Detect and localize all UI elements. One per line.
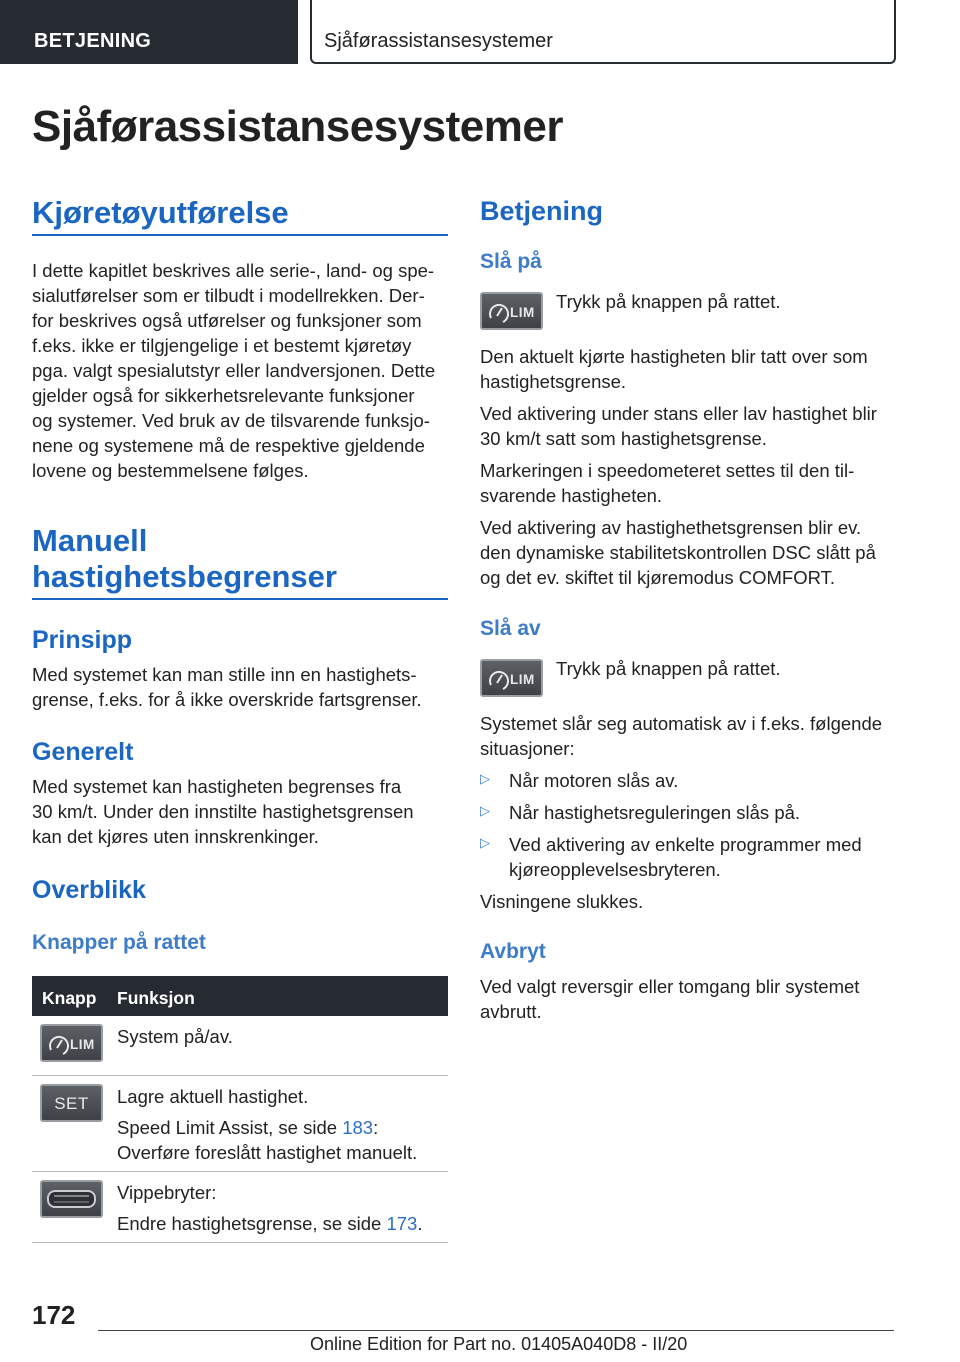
page-link-183[interactable]: 183 [342, 1117, 374, 1138]
para-on-8: den dynamiske stabilitetskontrollen DSC slått på [480, 542, 876, 563]
heading-rule [32, 598, 448, 600]
table-cell-function-ref: Endre hastighetsgrense, se side 173. [117, 1213, 423, 1234]
lim-button-icon: LIM [480, 292, 543, 330]
heading-steering-buttons: Knapper på rattet [32, 931, 206, 954]
heading-manual-limiter-2: hastighetsbegrenser [32, 559, 337, 594]
para-vehicle-2: sialutførelser som er tilbudt i modellrekken. Der- [32, 285, 425, 306]
para-on-9: og det ev. skiftet til kjøremodus COMFORT. [480, 567, 836, 588]
heading-vehicle-version: Kjøretøyutførelse [32, 195, 289, 230]
para-on-6: svarende hastigheten. [480, 485, 663, 506]
lim-button-icon: LIM [480, 659, 543, 697]
footer-rule [98, 1330, 894, 1331]
list-item-continued: kjøreopplevelsesbryteren. [509, 859, 721, 880]
header-section-label: BETJENING [34, 30, 152, 52]
rocker-switch-icon [40, 1180, 103, 1218]
para-general-1: Med systemet kan hastigheten begrenses fra [32, 776, 402, 797]
table-row-divider [32, 1075, 448, 1076]
para-on-2: hastighetsgrense. [480, 371, 627, 392]
para-on-4: 30 km/t satt som hastighetsgrense. [480, 428, 767, 449]
list-item: Ved aktivering av enkelte programmer med [509, 834, 862, 855]
list-item: Når hastighetsreguleringen slås på. [509, 802, 801, 823]
heading-rule [32, 234, 448, 236]
heading-operation: Betjening [480, 196, 604, 226]
table-cell-function: System på/av. [117, 1026, 233, 1047]
para-general-3: kan det kjøres uten innskrenkinger. [32, 826, 319, 847]
para-vehicle-4: f.eks. ikke er tilgjengelige i et bestemt kjøretøy [32, 335, 412, 356]
para-cancel-1: Ved valgt reversgir eller tomgang blir systemet [480, 976, 860, 997]
para-cancel-2: avbrutt. [480, 1001, 542, 1022]
set-button-icon: SET [40, 1084, 103, 1122]
para-on-3: Ved aktivering under stans eller lav hastighet blir [480, 403, 877, 424]
para-principle-1: Med systemet kan man stille inn en hastighets- [32, 664, 417, 685]
header-chapter-label: Sjåførassistansesystemer [324, 30, 553, 52]
list-item: Når motoren slås av. [509, 770, 679, 791]
para-vehicle-6: gjelder også for sikkerhetsrelevante funksjoner [32, 385, 415, 406]
para-principle-2: grense, f.eks. for å ikke overskride fartsgrenser. [32, 689, 422, 710]
para-vehicle-3: for beskrives også utførelser og funksjoner som [32, 310, 422, 331]
table-cell-function: Vippebryter: [117, 1182, 217, 1203]
para-press-button-on: Trykk på knappen på rattet. [556, 291, 781, 312]
table-cell-function-ref: Speed Limit Assist, se side 183: [117, 1117, 379, 1138]
table-header-function: Funksjon [117, 988, 195, 1008]
page-link-173[interactable]: 173 [386, 1213, 418, 1234]
bullet-triangle-icon: ▷ [480, 835, 490, 850]
footer-edition: Online Edition for Part no. 01405A040D8 - II/20 [310, 1334, 688, 1354]
para-vehicle-7: og systemer. Ved bruk av de tilsvarende funksjo- [32, 410, 430, 431]
heading-general: Generelt [32, 738, 134, 766]
para-vehicle-1: I dette kapitlet beskrives alle serie-, land- og spe- [32, 260, 435, 281]
heading-manual-limiter-1: Manuell [32, 523, 148, 558]
table-cell-function: Overføre foreslått hastighet manuelt. [117, 1142, 418, 1163]
para-vehicle-8: nene og systemene må de respektive gjeldende [32, 435, 425, 456]
heading-principle: Prinsipp [32, 626, 133, 654]
lim-button-icon: LIM [40, 1024, 103, 1062]
table-row-divider [32, 1242, 448, 1243]
bullet-triangle-icon: ▷ [480, 771, 490, 786]
table-cell-function: Lagre aktuell hastighet. [117, 1086, 309, 1107]
para-vehicle-9: lovene og bestemmelsene følges. [32, 460, 309, 481]
para-off-intro-1: Systemet slår seg automatisk av i f.eks. følgende [480, 713, 883, 734]
para-vehicle-5: pga. valgt spesialutstyr eller landversjonen. Dette [32, 360, 436, 381]
table-row-divider [32, 1171, 448, 1172]
para-on-1: Den aktuelt kjørte hastigheten blir tatt over som [480, 346, 868, 367]
para-on-5: Markeringen i speedometeret settes til den til- [480, 460, 855, 481]
bullet-triangle-icon: ▷ [480, 803, 490, 818]
heading-switch-on: Slå på [480, 250, 542, 273]
page-number: 172 [32, 1300, 76, 1330]
para-press-button-off: Trykk på knappen på rattet. [556, 658, 781, 679]
heading-switch-off: Slå av [480, 617, 541, 640]
para-off-end: Visningene slukkes. [480, 891, 644, 912]
table-header-key: Knapp [42, 988, 97, 1008]
heading-cancel: Avbryt [480, 940, 546, 963]
para-off-intro-2: situasjoner: [480, 738, 575, 759]
page-title: Sjåførassistansesystemer [32, 102, 563, 151]
heading-overview: Overblikk [32, 876, 146, 904]
para-on-7: Ved aktivering av hastighethetsgrensen blir ev. [480, 517, 862, 538]
para-general-2: 30 km/t. Under den innstilte hastighetsgrensen [32, 801, 414, 822]
